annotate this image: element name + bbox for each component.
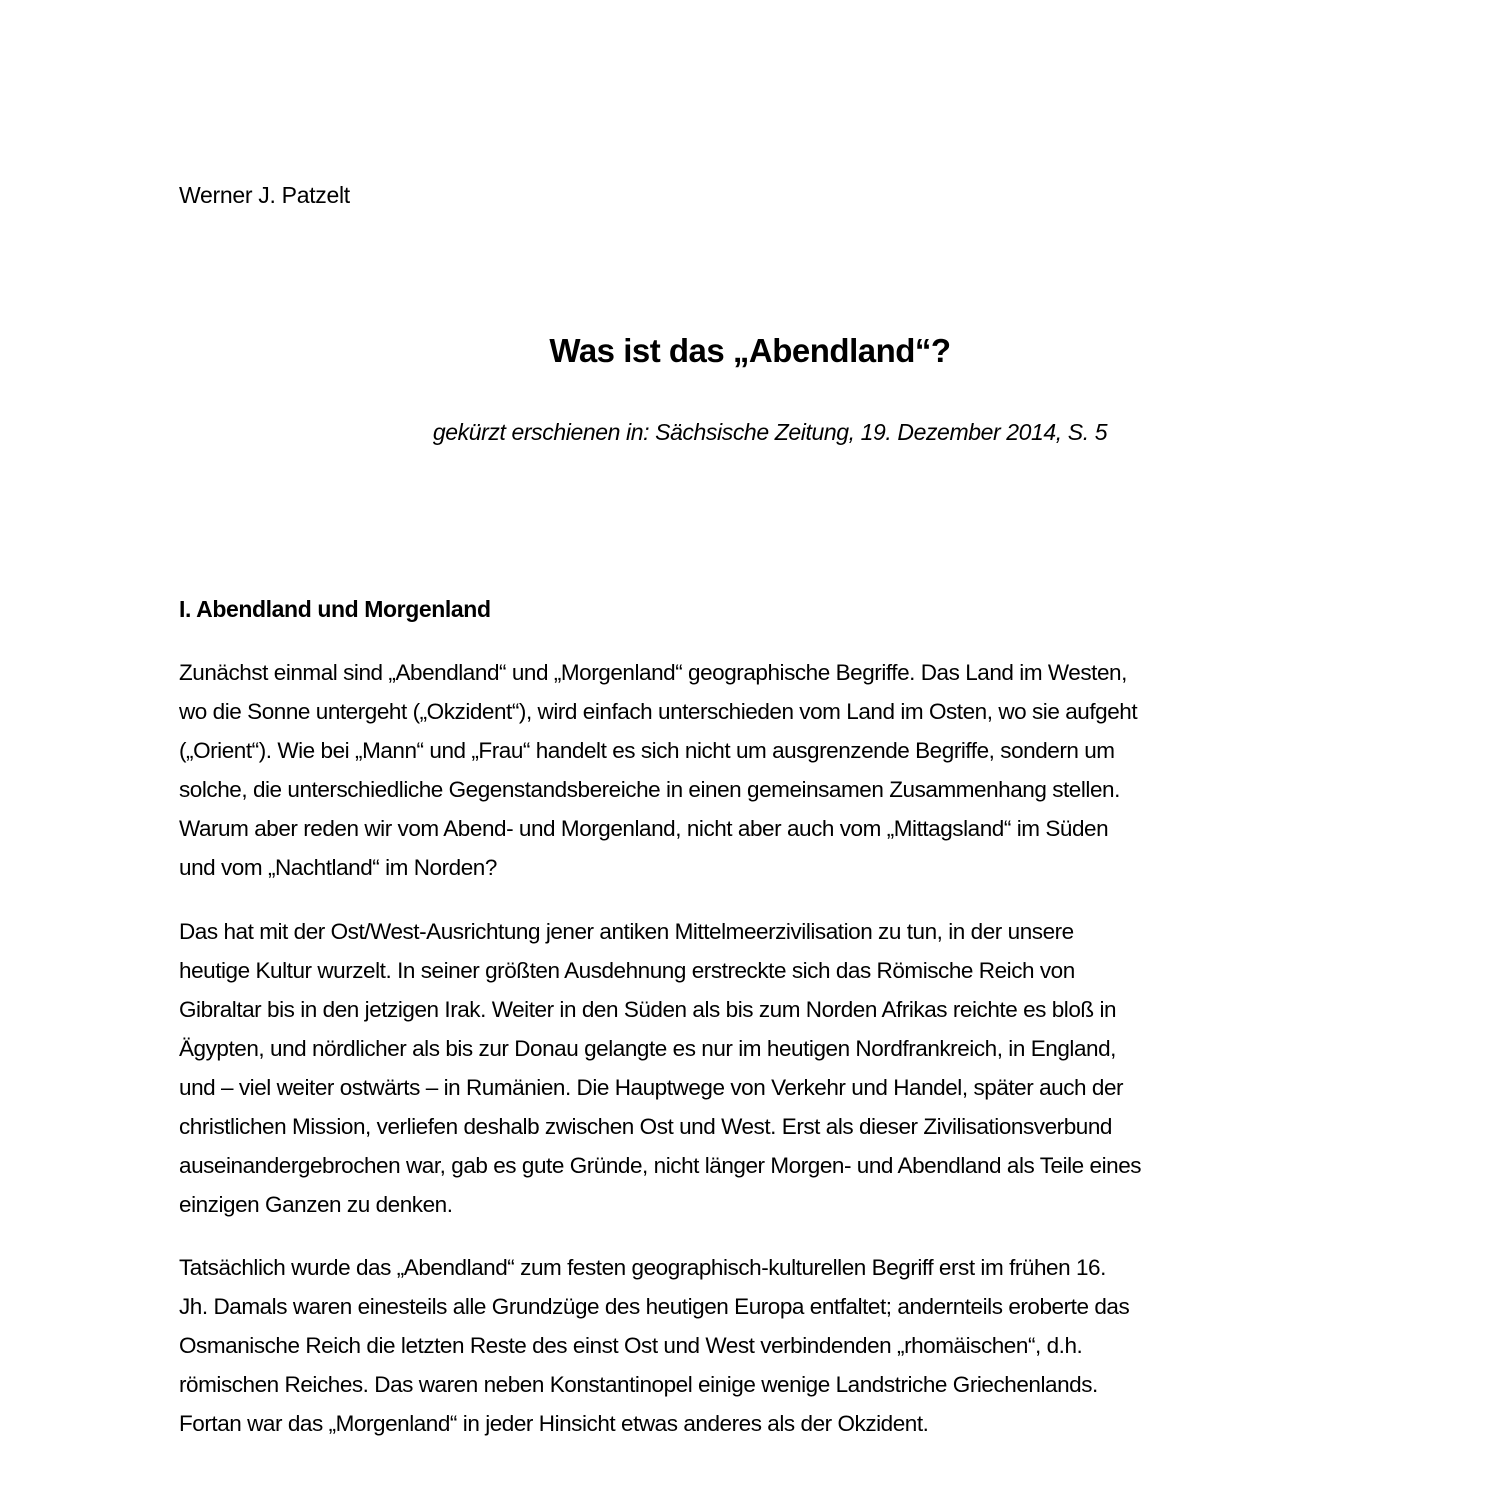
section-heading: I. Abendland und Morgenland — [179, 596, 491, 622]
text-line: Zunächst einmal sind „Abendland“ und „Morgenland“ geographische Begriffe. Das Land im Westen, — [179, 660, 1127, 685]
text-line: Das hat mit der Ost/West-Ausrichtung jener antiken Mittelmeerzivilisation zu tun, in der unsere — [179, 919, 1074, 944]
paragraph-2 — [179, 912, 1141, 1224]
text-line: („Orient“). Wie bei „Mann“ und „Frau“ handelt es sich nicht um ausgrenzende Begriffe, sondern um — [179, 738, 1115, 763]
text-line: Tatsächlich wurde das „Abendland“ zum festen geographisch-kulturellen Begriff erst im frühen 16. — [179, 1255, 1106, 1280]
text-line: christlichen Mission, verliefen deshalb zwischen Ost und West. Erst als dieser Zivilisationsverbund — [179, 1114, 1112, 1139]
text-line: Jh. Damals waren einesteils alle Grundzüge des heutigen Europa entfaltet; andernteils eroberte das — [179, 1294, 1130, 1319]
text-line: auseinandergebrochen war, gab es gute Gründe, nicht länger Morgen- und Abendland als Teile eines — [179, 1153, 1142, 1178]
text-line: Warum aber reden wir vom Abend- und Morgenland, nicht aber auch vom „Mittagsland“ im Süden — [179, 816, 1109, 841]
text-line: und – viel weiter ostwärts – in Rumänien. Die Hauptwege von Verkehr und Handel, später auch der — [179, 1075, 1124, 1100]
document-title: Was ist das „Abendland“? — [549, 332, 951, 369]
text-line: Osmanische Reich die letzten Reste des einst Ost und West verbindenden „rhomäischen“, d.h. — [179, 1333, 1083, 1358]
paragraph-3 — [179, 1248, 1129, 1443]
text-line: heutige Kultur wurzelt. In seiner größten Ausdehnung erstreckte sich das Römische Reich von — [179, 958, 1075, 983]
text-line: und vom „Nachtland“ im Norden? — [179, 855, 497, 880]
paragraph-1 — [179, 653, 1137, 887]
text-line: römischen Reiches. Das waren neben Konstantinopel einige wenige Landstriche Griechenlands. — [179, 1372, 1098, 1397]
author-name: Werner J. Patzelt — [179, 182, 350, 208]
text-line: solche, die unterschiedliche Gegenstandsbereiche in einen gemeinsamen Zusammenhang stellen. — [179, 777, 1120, 802]
text-line: Gibraltar bis in den jetzigen Irak. Weiter in den Süden als bis zum Norden Afrikas reichte es bloß in — [179, 997, 1117, 1022]
publication-note: gekürzt erschienen in: Sächsische Zeitung, 19. Dezember 2014, S. 5 — [432, 419, 1108, 445]
text-line: Ägypten, und nördlicher als bis zur Donau gelangte es nur im heutigen Nordfrankreich, in England, — [179, 1036, 1116, 1061]
text-line: einzigen Ganzen zu denken. — [179, 1192, 453, 1217]
text-line: Fortan war das „Morgenland“ in jeder Hinsicht etwas anderes als der Okzident. — [179, 1411, 929, 1436]
text-line: wo die Sonne untergeht („Okzident“), wird einfach unterschieden vom Land im Osten, wo sie aufgeht — [179, 699, 1138, 724]
